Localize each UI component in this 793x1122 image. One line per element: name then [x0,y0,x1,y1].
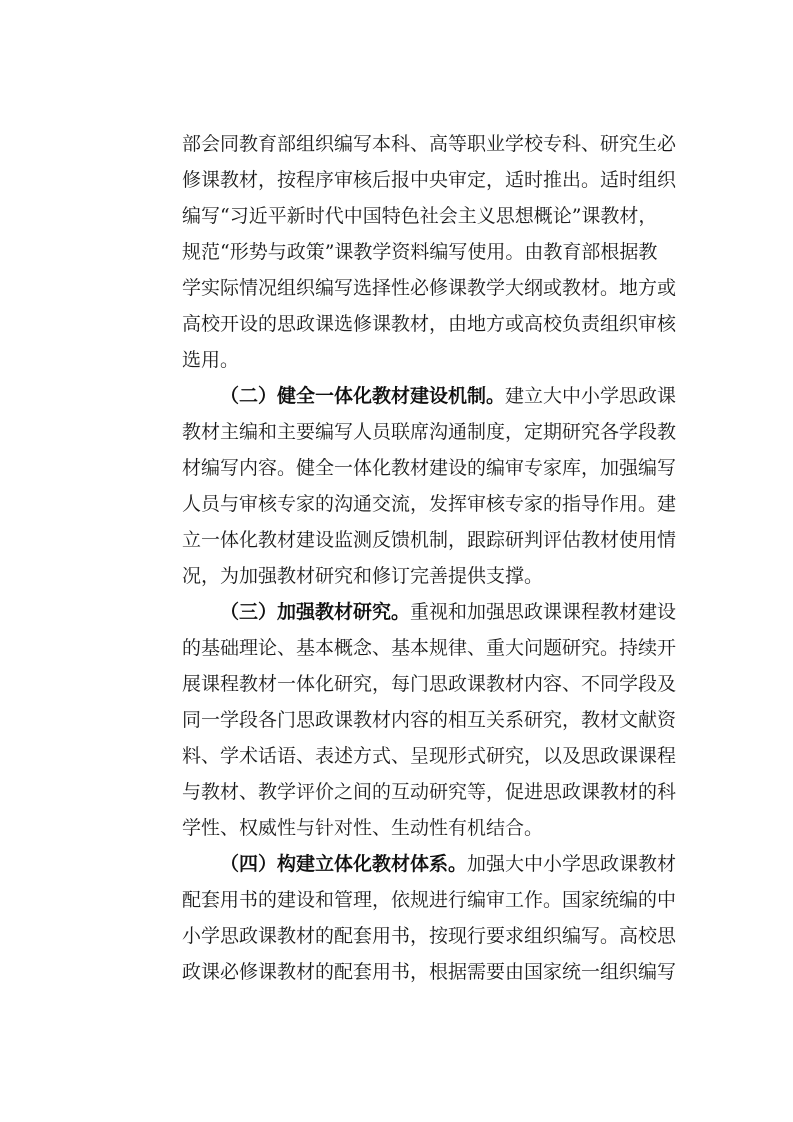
body-line: 同一学段各门思政课教材内容的相互关系研究，教材文献资 [182,709,677,731]
body-line: 人员与审核专家的沟通交流，发挥审核专家的指导作用。建 [182,493,677,515]
body-line: 编写“习近平新时代中国特色社会主义思想概论”课教材， [182,205,658,227]
body-line: 教材主编和主要编写人员联席沟通制度，定期研究各学段教 [182,421,677,443]
body-line: 政课必修课教材的配套用书，根据需要由国家统一组织编写 [182,961,677,983]
body-line: 况，为加强教材研究和修订完善提供支撑。 [182,565,544,587]
body-text: 加强大中小学思政课教材 [467,853,677,875]
section-heading-line [220,594,677,630]
body-line: 与教材、教学评价之间的互动研究等，促进思政课教材的科 [182,781,677,803]
body-line: 学实际情况组织编写选择性必修课教学大纲或教材。地方或 [182,277,677,299]
body-text: 建立大中小学思政课 [505,385,677,407]
body-line: 配套用书的建设和管理，依规进行编审工作。国家统编的中 [182,889,677,911]
body-line: 材编写内容。健全一体化教材建设的编审专家库，加强编写 [182,457,677,479]
section-heading-line [220,378,677,414]
body-line: 展课程教材一体化研究，每门思政课教材内容、不同学段及 [182,673,677,695]
body-line: 部会同教育部组织编写本科、高等职业学校专科、研究生必 [182,133,677,155]
body-line: 修课教材，按程序审核后报中央审定，适时推出。适时组织 [182,169,677,191]
body-line: 选用。 [182,349,240,371]
section-heading-line [220,846,677,882]
body-text: 重视和加强思政课课程教材建设 [410,601,677,623]
body-line: 小学思政课教材的配套用书，按现行要求组织编写。高校思 [182,925,677,947]
body-line: 料、学术话语、表述方式、呈现形式研究，以及思政课课程 [182,745,677,767]
body-line: 立一体化教材建设监测反馈机制，跟踪研判评估教材使用情 [182,529,677,551]
body-line: 规范“形势与政策”课教学资料编写使用。由教育部根据教 [182,241,658,263]
body-line: 高校开设的思政课选修课教材，由地方或高校负责组织审核 [182,313,677,335]
section-heading: （三）加强教材研究。 [220,601,411,623]
section-heading: （四）构建立体化教材体系。 [220,853,468,875]
body-line: 学性、权威性与针对性、生动性有机结合。 [182,817,544,839]
section-heading: （二）健全一体化教材建设机制。 [220,385,506,407]
body-line: 的基础理论、基本概念、基本规律、重大问题研究。持续开 [182,637,677,659]
